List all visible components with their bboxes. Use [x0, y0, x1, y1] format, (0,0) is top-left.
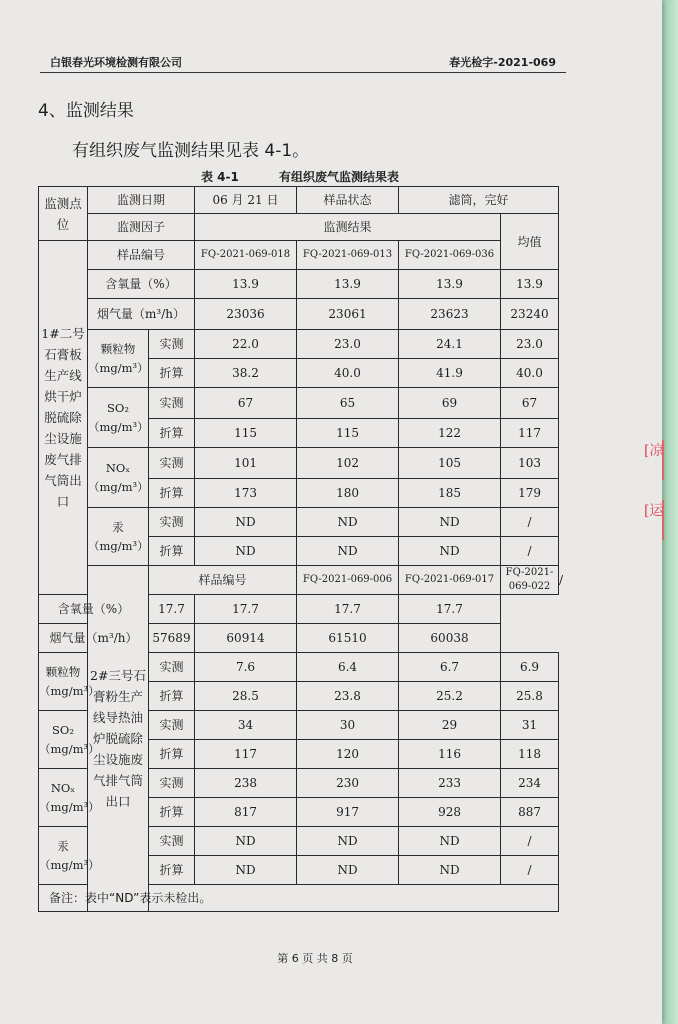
label-measured: 实测 [149, 448, 195, 479]
site-1-name: 1#二号石膏板生产线烘干炉脱硫除尘设施废气排气筒出口 [39, 241, 88, 595]
table-row [39, 595, 559, 624]
cell: 179 [501, 479, 559, 508]
label-sample-no: 样品编号 [149, 566, 297, 595]
cell: FQ-2021-069-022 [501, 566, 559, 595]
table-note: 备注：表中“ND”表示未检出。 [39, 885, 559, 912]
cell: 17.7 [149, 595, 195, 624]
cell: ND [195, 508, 297, 537]
label-converted: 折算 [149, 359, 195, 388]
param-pm [88, 330, 149, 388]
param-so2 [39, 711, 100, 769]
cell: ND [195, 856, 297, 885]
cell: ND [399, 508, 501, 537]
cell: 28.5 [195, 682, 297, 711]
param-so2 [88, 388, 149, 448]
cell: 928 [399, 798, 501, 827]
cell: 103 [501, 448, 559, 479]
cell: 61510 [297, 624, 399, 653]
cell: 23.0 [297, 330, 399, 359]
cell: 40.0 [297, 359, 399, 388]
cell: 6.9 [501, 653, 559, 682]
company-name: 白银春光环境检测有限公司 [50, 56, 182, 69]
param-unit: （mg/m³） [88, 479, 149, 494]
cell: / [501, 856, 559, 885]
header-site: 监测点位 [39, 187, 88, 241]
cell: 22.0 [195, 330, 297, 359]
cell: 29 [399, 711, 501, 740]
param-name: 颗粒物 [100, 341, 136, 356]
cell: 817 [195, 798, 297, 827]
cell: 102 [297, 448, 399, 479]
label-measured: 实测 [149, 827, 195, 856]
cell: 25.2 [399, 682, 501, 711]
cell: 30 [297, 711, 399, 740]
section-title: 4、监测结果 [38, 101, 134, 121]
cell: 6.4 [297, 653, 399, 682]
table-row [39, 330, 559, 359]
cell: 23036 [195, 299, 297, 330]
cell: ND [297, 537, 399, 566]
label-converted: 折算 [149, 537, 195, 566]
label-measured: 实测 [149, 388, 195, 419]
label-converted: 折算 [149, 856, 195, 885]
table-title: 有组织废气监测结果表 [279, 170, 400, 184]
param-nox [39, 769, 100, 827]
cell: 230 [297, 769, 399, 798]
cell: 117 [501, 419, 559, 448]
cell: 116 [399, 740, 501, 769]
label-measured: 实测 [149, 653, 195, 682]
param-unit: （mg/m³） [88, 360, 149, 375]
cell: 13.9 [195, 270, 297, 299]
param-unit: （mg/m³） [88, 538, 149, 553]
cell: 40.0 [501, 359, 559, 388]
cell: 13.9 [399, 270, 501, 299]
label-flue: 烟气量（m³/h） [88, 299, 195, 330]
cell: 917 [297, 798, 399, 827]
param-hg [39, 827, 100, 885]
param-name: SO₂ [52, 722, 74, 737]
cell: / [501, 827, 559, 856]
param-unit: （mg/m³） [88, 419, 149, 434]
cell: 115 [195, 419, 297, 448]
table-row [39, 624, 559, 653]
table-row [39, 299, 559, 330]
cell: 57689 [149, 624, 195, 653]
cell: 31 [501, 711, 559, 740]
cell: 23061 [297, 299, 399, 330]
param-name: 汞 [112, 519, 124, 534]
label-measured: 实测 [149, 769, 195, 798]
cell: 25.8 [501, 682, 559, 711]
header-factor: 监测因子 [88, 214, 195, 241]
table-row [39, 508, 559, 537]
cell: 65 [297, 388, 399, 419]
page-footer: 第 6 页 共 8 页 [277, 952, 353, 965]
label-measured: 实测 [149, 330, 195, 359]
cell: 234 [501, 769, 559, 798]
table-row [39, 885, 559, 912]
cell: ND [195, 537, 297, 566]
cell: 23623 [399, 299, 501, 330]
cell: / [501, 537, 559, 566]
report-number: 春光检字-2021-069 [449, 56, 556, 69]
table-row [39, 187, 559, 214]
table-row [39, 270, 559, 299]
cell: 34 [195, 711, 297, 740]
cell: 60914 [195, 624, 297, 653]
cell: 17.7 [399, 595, 501, 624]
cell: FQ-2021-069-017 [399, 566, 501, 595]
cell: ND [399, 537, 501, 566]
label-converted: 折算 [149, 419, 195, 448]
label-converted: 折算 [149, 479, 195, 508]
cell: ND [297, 827, 399, 856]
param-hg [88, 508, 149, 566]
cell: ND [297, 508, 399, 537]
param-pm [39, 653, 100, 711]
intro-text: 有组织废气监测结果见表 4-1。 [72, 141, 310, 161]
cell: 60038 [399, 624, 501, 653]
cell: 117 [195, 740, 297, 769]
cell: 24.1 [399, 330, 501, 359]
cell: ND [399, 827, 501, 856]
param-unit: （mg/m³） [39, 799, 100, 814]
cell: 122 [399, 419, 501, 448]
header-date: 监测日期 [88, 187, 195, 214]
label-converted: 折算 [149, 740, 195, 769]
cell: 23.8 [297, 682, 399, 711]
cell: 887 [501, 798, 559, 827]
cell: FQ-2021-069-018 [195, 241, 297, 270]
cell: 115 [297, 419, 399, 448]
cell: 67 [501, 388, 559, 419]
stamp-fragment: [凉 [644, 440, 664, 480]
cell: ND [297, 856, 399, 885]
param-unit: （mg/m³） [39, 857, 100, 872]
stamp-fragment: [运 [644, 500, 664, 540]
cell: 41.9 [399, 359, 501, 388]
cell: 105 [399, 448, 501, 479]
label-converted: 折算 [149, 682, 195, 711]
param-unit: （mg/m³） [39, 683, 100, 698]
table-row [39, 241, 559, 270]
cell: ND [195, 827, 297, 856]
cell: 118 [501, 740, 559, 769]
page-header [40, 50, 566, 73]
cell: 238 [195, 769, 297, 798]
param-name: NOₓ [50, 780, 76, 795]
cell: 67 [195, 388, 297, 419]
date-value: 06 月 21 日 [195, 187, 297, 214]
param-name: SO₂ [107, 400, 129, 415]
site-2-name: 2#三号石膏粉生产线导热油炉脱硫除尘设施废气排气筒出口 [88, 566, 149, 912]
table-caption [0, 168, 600, 185]
cell: 17.7 [297, 595, 399, 624]
cell: 13.9 [501, 270, 559, 299]
cell: 23240 [501, 299, 559, 330]
cell: 180 [297, 479, 399, 508]
header-sample-state: 样品状态 [297, 187, 399, 214]
table-row [39, 448, 559, 479]
cell: 173 [195, 479, 297, 508]
table-row [39, 214, 559, 241]
cell: FQ-2021-069-006 [297, 566, 399, 595]
cell: 6.7 [399, 653, 501, 682]
param-unit: （mg/m³） [39, 741, 100, 756]
cell: 120 [297, 740, 399, 769]
label-sample-no: 样品编号 [88, 241, 195, 270]
param-name: 汞 [57, 838, 69, 853]
cell: 233 [399, 769, 501, 798]
label-measured: 实测 [149, 508, 195, 537]
label-oxygen: 含氧量（%） [39, 595, 149, 624]
label-oxygen: 含氧量（%） [88, 270, 195, 299]
label-measured: 实测 [149, 711, 195, 740]
table-row [39, 388, 559, 419]
table-row: 2#三号石膏粉生产线导热油炉脱硫除尘设施废气排气筒出口 样品编号 FQ-2021-069-006 FQ-2021-069-017 FQ-2021-069-022 / [39, 566, 559, 595]
cell: 23.0 [501, 330, 559, 359]
param-name: NOₓ [105, 460, 131, 475]
cell: 17.7 [195, 595, 297, 624]
cell: FQ-2021-069-036 [399, 241, 501, 270]
param-nox [88, 448, 149, 508]
cell: 185 [399, 479, 501, 508]
cell: FQ-2021-069-013 [297, 241, 399, 270]
sample-state-value: 滤筒，完好 [399, 187, 559, 214]
cell: / [501, 508, 559, 537]
cell: ND [399, 856, 501, 885]
cell: 101 [195, 448, 297, 479]
header-average: 均值 [501, 214, 559, 270]
label-converted: 折算 [149, 798, 195, 827]
results-table [38, 186, 564, 912]
cell: 7.6 [195, 653, 297, 682]
header-results: 监测结果 [195, 214, 501, 241]
cell: 38.2 [195, 359, 297, 388]
label-flue: 烟气量（m³/h） [39, 624, 149, 653]
cell: 13.9 [297, 270, 399, 299]
param-name: 颗粒物 [45, 664, 81, 679]
table-number: 表 4-1 [200, 170, 239, 184]
cell: 69 [399, 388, 501, 419]
